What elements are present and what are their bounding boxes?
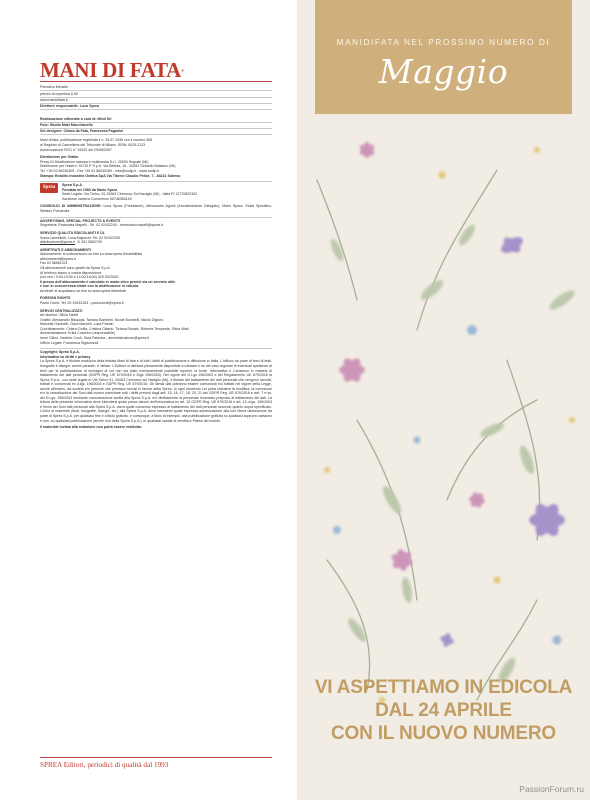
graphic-designers: Grafici: Alessandro Bisquola, Tamara Bombelli, Nicole Bombelli, Nicolò Digiuni, <box>40 317 164 322</box>
announcement-line-1: VI ASPETTIAMO IN EDICOLA <box>314 677 573 698</box>
subscriptions-fax: Fax 02 56561221 <box>40 261 68 266</box>
colophon <box>40 58 272 770</box>
distribution-line: Distributore per l'estero: SO.DI.P S.p.A. Via Bettola, 18 - 20092 Cinisello Balsamo (MI) <box>40 164 176 169</box>
central-services <box>40 309 272 345</box>
foreign-rights-contact: Paolo Cionti: Tel. 02 92432253 - paolocionti@sprea.it <box>40 301 124 306</box>
privacy-heading: Informativa su diritti e privacy <box>40 354 91 359</box>
next-issue-banner <box>315 0 572 114</box>
legal-office: Ufficio Legale: Francesca Sigismondi <box>40 340 99 345</box>
photo-credit: Foto: Studio Maki Macchiavello <box>40 123 272 129</box>
announcement-line-3: CON IL NUOVO NUMERO <box>331 723 556 744</box>
arrears-heading: ARRETRATI E ABBONAMENTI <box>40 247 92 252</box>
distribution-line: Press-Di Distribuzione stampa e multimedia S.r.l. 20090 Segrate (MI) <box>40 159 149 164</box>
subscriptions-hours: (lun-ven / 9:00-13:00 e 14:00-18:00) 325 3923420 <box>40 275 119 280</box>
quality-heading: SERVIZIO QUALITÀ EDICOLANTI E DL <box>40 230 105 235</box>
publisher-founded: Fondata nel 1983 da Mario Sprea <box>62 187 118 192</box>
quality-contact: Sonia Lancellotti, Luca Majocchi: Tel. 02 92432295 <box>40 235 120 240</box>
subscriptions-phone-intro: Al telefono siamo a vostra disposizione <box>40 270 102 275</box>
quality-email-link[interactable]: distribuzione@sprea.it <box>40 240 76 245</box>
site-watermark: PassionForum.ru <box>519 784 584 794</box>
distribution-heading: Distributore per l'Italia: <box>40 155 79 160</box>
publisher-tagline: SPREA Editori, periodici di qualità dal 1993 <box>40 757 272 770</box>
advertising <box>40 217 272 228</box>
publisher-name: Sprea S.p.A. <box>62 183 83 188</box>
registration-line: al Registro di Cancelleria del Tribunale di Milano. ISSN: 0025-2123 <box>40 143 146 148</box>
set-designer: Set designer: Chiara da Fata, Francesca Paganini <box>40 129 272 135</box>
foreign-rights-heading: FOREIGN RIGHTS <box>40 296 71 301</box>
central-services-heading: SERVIZI CENTRALIZZATI <box>40 308 83 313</box>
editorial-production: Realizzazione editoriale a cura di: Mind Srl <box>40 116 272 122</box>
next-issue-kicker: MANIDIFATA NEL PROSSIMO NUMERO DI <box>336 38 551 47</box>
subscriptions-line: Abbonamenti: si sottoscrivono on-line su www.sprea.it/manidifata <box>40 252 143 257</box>
art-director: Art director: Silvia Taietti <box>40 313 78 318</box>
administration-staff: Irene Citino, Desirée Conti, Sara Palestra - amministrazione@sprea.it <box>40 336 150 341</box>
registration-line: Autorizzazione ROC n° 16192 del 29/08/2007 <box>40 147 112 152</box>
subscriptions-ethic-2: e non in concorrenza sleale con la distribuzione in edicola. <box>40 284 140 289</box>
publisher-address: Sede Legale: Via Torino, 51 20063 Cernusco Sul Naviglio (MI) - Italia PI 12770820152 <box>62 192 198 197</box>
masthead-rows <box>40 85 272 110</box>
registration-line: Mani di fata, pubblicazione registrata il n. 28.07.1945 con il numero 306 <box>40 138 153 143</box>
mani-di-fata-logo: MANI DI FATA® <box>40 58 184 82</box>
announcement-line-2: DAL 24 APRILE <box>375 700 512 721</box>
privacy-text: La Sprea S.p.A. è titolare esclusiva della testata Mani di fata e di tutti i diritti di pubblicazione e diffusione in Italia. L'utilizzo da parte di terzi di testi, fotografie e disegni, anche parziale, è vietato. L'Editore si dichiara pienamente disponibile a valutare e se del caso regolare le eventuali spettanze di terzi per la pubblicazione di immagini di cui non sia stato eventualmente possibile reperire la fonte. Informativa e Consenso in materia di trattamento dei dati personali (GDPR Reg. UE 679/2016 e Dlgs 196/2003). Nel vigore del D.Lgs 196/2003 e del Regolamento UE 679/2016 la Sprea S.p.A., con sede legale in Via Torino 51, 20063 Cernusco sul Naviglio (MI), è titolare del trattamento dei dati personali che vengono raccolti, trattati e conservati ex d.lgs. 196/2003 e GDPR Reg. UE 679/2016. Gli stessi dati potranno essere comunicati e/o trattati nel vigore della Legge, anche all'estero, da società e/o persone che prestano servizi in favore della Sprea. In ogni momento Lei potrà chiedere la modifica, la correzione e/o la cancellazione dei Suoi dati ovvero esercitare tutti i diritti previsti dagli artt. 15, 16, 17, 18, 20, 21 del GDPR Reg. UE 679/2016 e artt. 7 e ss. del D.Lgs. 196/2003 mediante comunicazione scritta alla Sprea S.p.A. e/o direttamente al personale Incaricato preposto al trattamento dei dati. La lettura della presente informativa deve intendersi quale presa visione dell'Informativa ex art. 13 GDPR Reg. UE 679/2016 e art. 13 d.lgs. 196/2003 e l'invio dei Suoi dati personali alla Sprea S.p.A. varrà quale consenso espresso al trattamento dei dati personali secondo quanto sopra specificato. L'invio di materiale (testi, fotografie, disegni, etc.) alla Sprea S.p.A. deve intendersi quale espressa autorizzazione alla loro libera utilizzazione da parte di Sprea S.p.A. per qualsiasi fine e a titolo gratuito, e comunque, a titolo di esempio, alla pubblicazione gratuita su qualsiasi supporto cartaceo e non, su qualsiasi pubblicazione (anche non della Sprea S.p.A.), in qualsiasi canale di vendita e Paese del mondo. <box>40 359 272 423</box>
arrears-online: Arretrati: si acquistano on-line su www.sprea.it/arretrati <box>40 288 126 293</box>
sprea-logo: Sprea <box>40 183 58 193</box>
periodicity: Periodico Mensile <box>40 85 272 91</box>
subscriptions-email-link[interactable]: abbonamenti@sprea.it <box>40 256 76 261</box>
editorial-credits <box>40 116 272 135</box>
next-issue-month: Maggio <box>378 52 509 91</box>
foreign-rights <box>40 296 272 305</box>
distribution <box>40 155 272 178</box>
coordination: Coordinamento: Chiara Civilla, Cristina Cittarin, Tiziana Rosato, Roberta Tempesta, Silvia Vitali <box>40 326 189 331</box>
no-return-notice: Il materiale inviato alla redazione non potrà essere restituito. <box>40 425 143 430</box>
advertising-contact: Segreteria: Emanuela Mapelli - Tel. 02 92432244 - emanuela.mapelli@sprea.it <box>40 223 164 228</box>
arrears-subscriptions <box>40 248 272 293</box>
printer-line: Stampa: Rotolito Industria Grafica SpA Via Tiberio Claudio Felice, 7 - 84131 Salerno <box>40 173 181 178</box>
newsstand-announcement <box>297 676 590 745</box>
quality-service <box>40 231 272 245</box>
advertising-heading: ADVERTISING, SPECIAL PROJECTS & EVENTS <box>40 218 121 223</box>
subscriptions-managed: Gli abbonamenti sono gestiti da Sprea S.p.A. <box>40 266 111 270</box>
board-heading: CONSIGLIO DI AMMINISTRAZIONE: <box>40 204 102 209</box>
administration: Amministrazione: Erika Colombo (responsabile) <box>40 331 115 336</box>
editor-in-chief: Direttore responsabile: Luca Sprea <box>40 104 272 110</box>
copyright <box>40 348 272 429</box>
cover-price: prezzo di copertina 6,50 <box>40 91 272 97</box>
publisher <box>40 181 272 201</box>
quality-phone: 351 5582739 <box>81 240 102 245</box>
graphic-designers-cont: Marcella Gavinelli, Clara Marcelli, Luca Patrian <box>40 322 114 327</box>
whatsapp-icon: ✆ <box>77 240 81 245</box>
board-members: Luca Sprea (Presidente), Alessandro Agnoli (Amministratore Delegato), Mario Sprea, Giulia Spreafico, Stefano Pomarolla <box>40 204 272 213</box>
board <box>40 204 272 213</box>
subscriptions-ethic-1: Il prezzo dell'abbonamento è calcolato in modo etico perché sia un servizio utile <box>40 279 176 284</box>
publisher-registry: Iscrizione camera Commercio 00746350149 <box>62 196 132 201</box>
floral-fabric-panel <box>297 0 590 800</box>
website: www.manidifata.it <box>40 98 272 104</box>
masthead <box>40 58 272 82</box>
copyright-line: Copyright: Sprea S.p.A. <box>40 350 80 355</box>
registration <box>40 138 272 152</box>
distribution-line: Tel. +39 02 66030400 - Fax +39 02 66030269 - sies@sodip.it - www.sodip.it <box>40 168 160 173</box>
